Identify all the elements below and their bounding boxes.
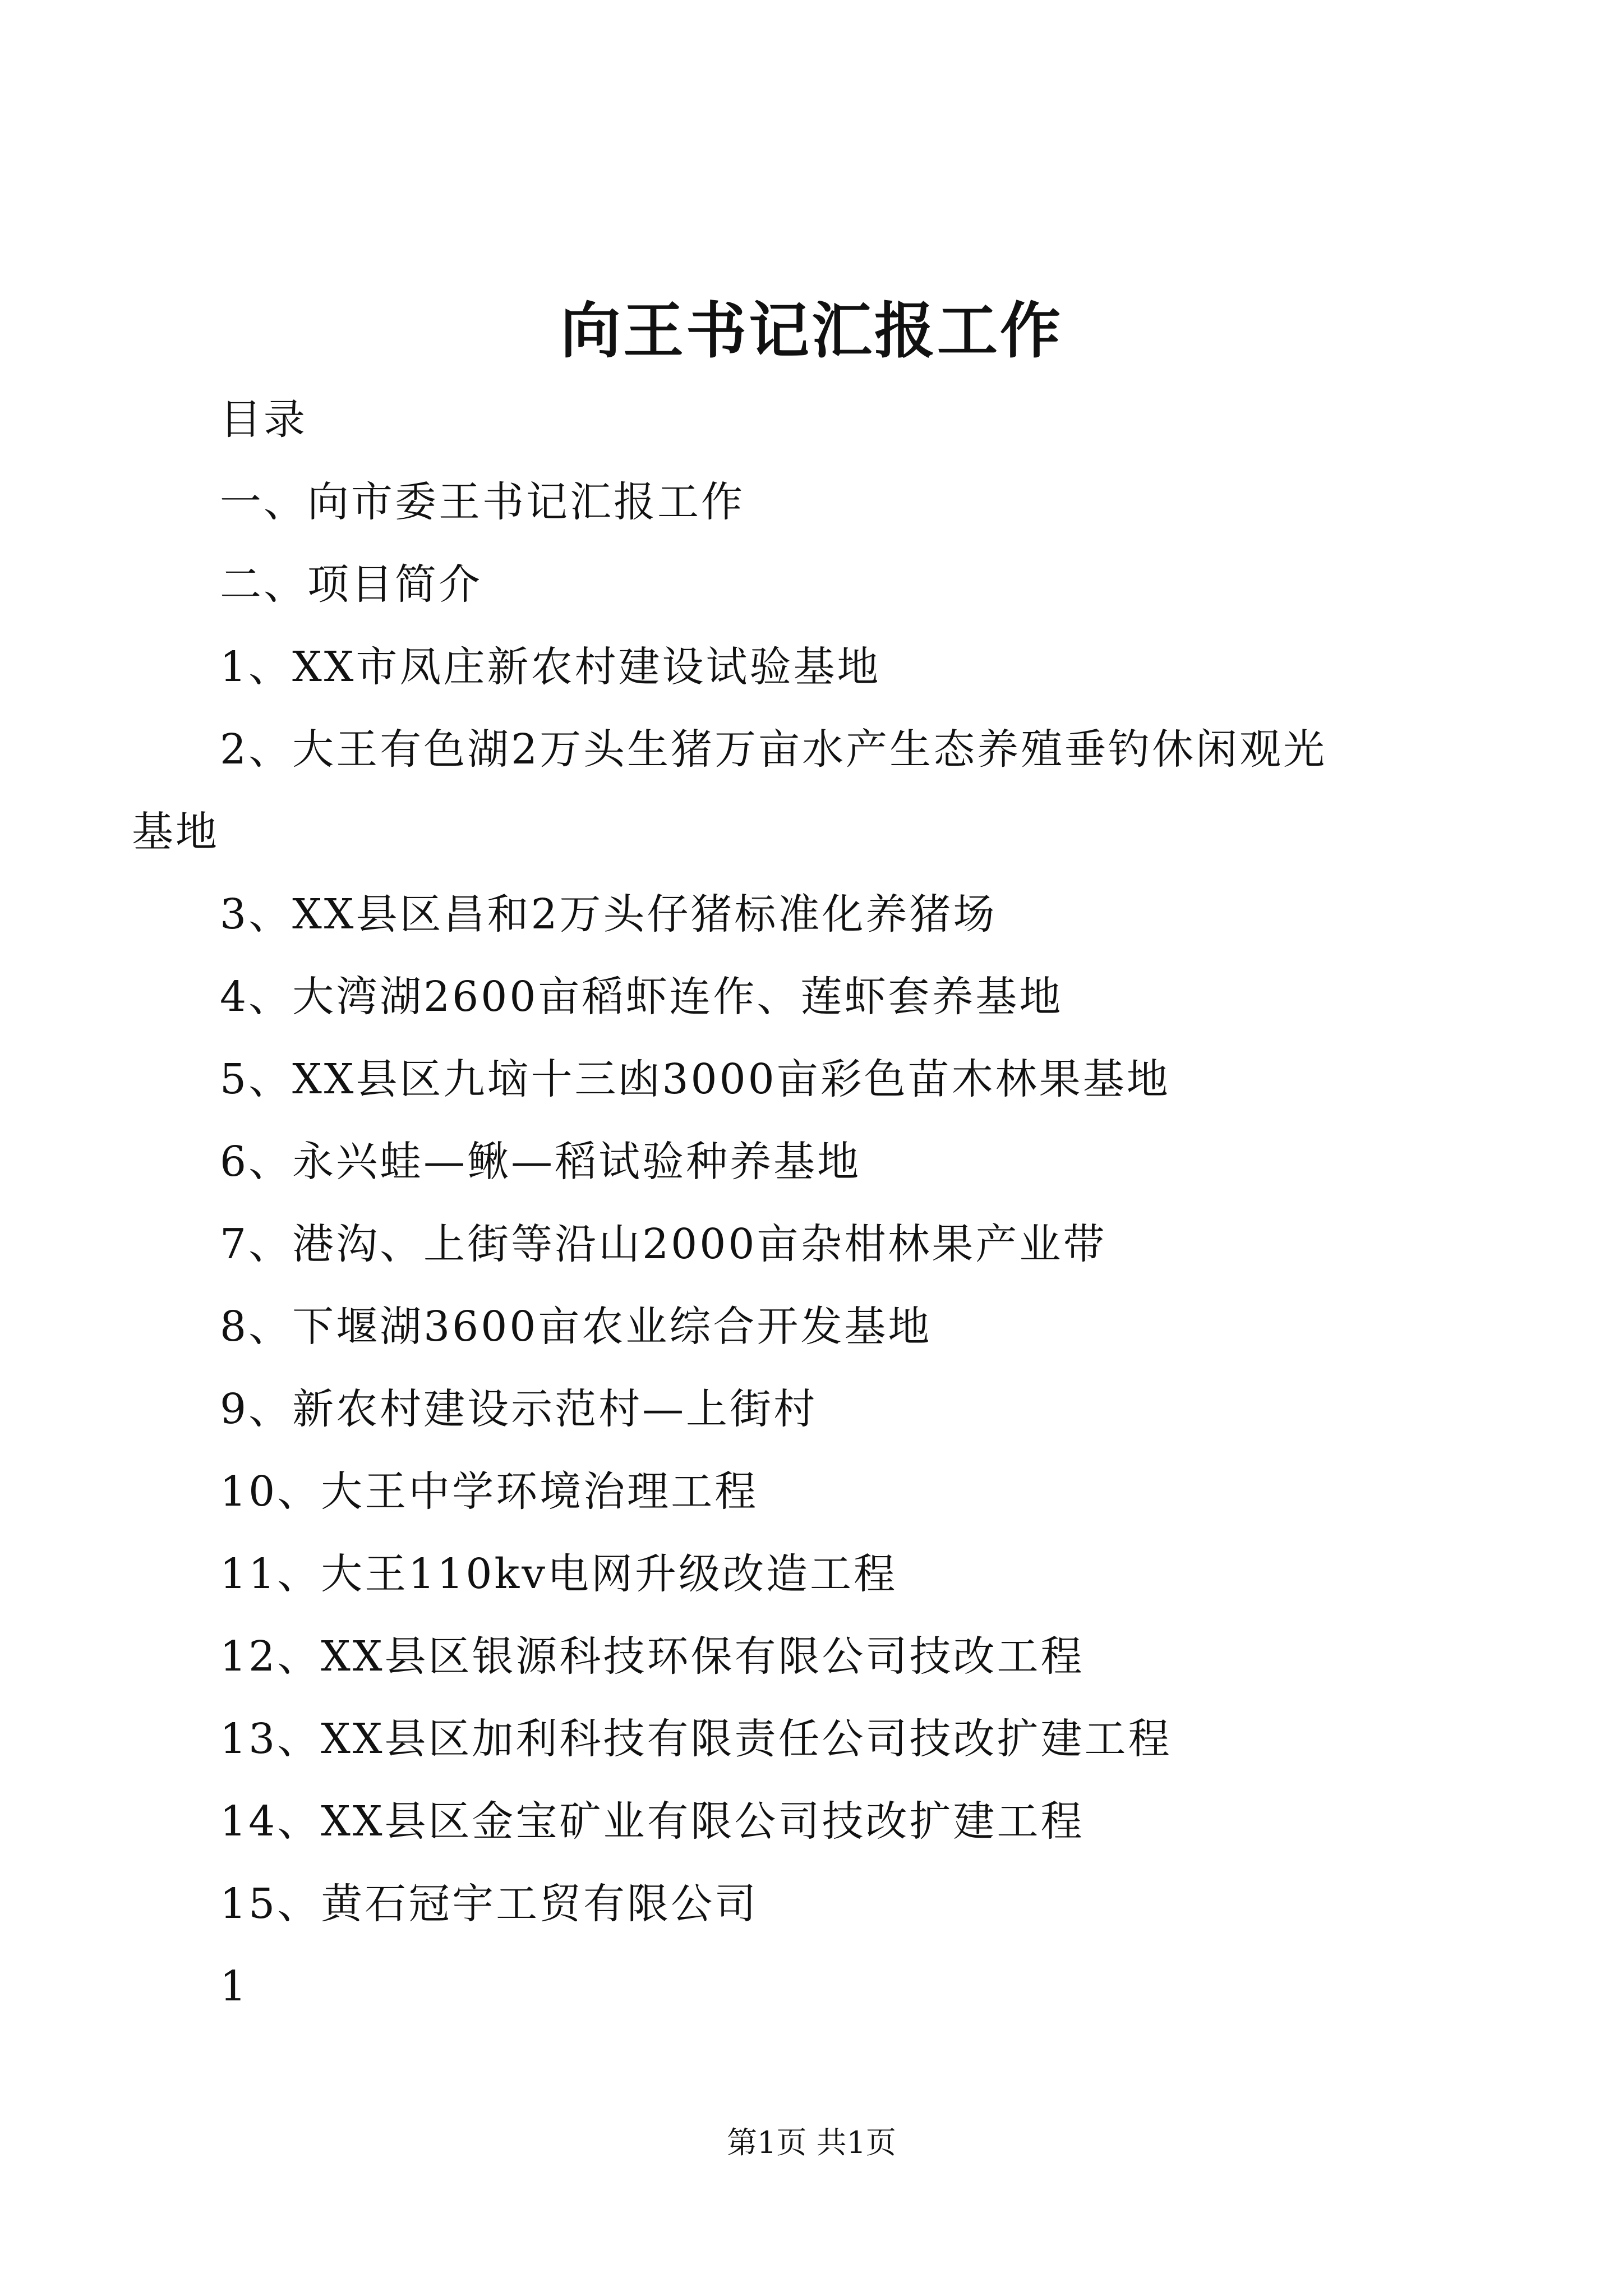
toc-item: 7、港沟、上街等沿山2000亩杂柑林果产业带 <box>220 1220 1107 1268</box>
toc-heading: 目录 <box>220 395 307 444</box>
document-title: 向王书记汇报工作 <box>560 296 1063 366</box>
body-page-number: 1 <box>220 1962 249 2010</box>
toc-item: 4、大湾湖2600亩稻虾连作、莲虾套养基地 <box>220 973 1063 1021</box>
toc-item: 12、XX县区银源科技环保有限公司技改工程 <box>220 1632 1085 1681</box>
toc-item: 15、黄石冠宇工贸有限公司 <box>220 1880 759 1928</box>
toc-item: 2、大王有色湖2万头生猪万亩水产生态养殖垂钓休闲观光 <box>220 725 1327 774</box>
toc-item: 二、项目简介 <box>220 560 482 609</box>
toc-item: 10、大王中学环境治理工程 <box>220 1467 759 1516</box>
toc-item: 3、XX县区昌和2万头仔猪标准化养猪场 <box>220 890 997 938</box>
toc-item: 5、XX县区九垴十三凼3000亩彩色苗木林果基地 <box>220 1055 1170 1103</box>
toc-item: 1、XX市凤庄新农村建设试验基地 <box>220 643 881 691</box>
toc-item: 8、下堰湖3600亩农业综合开发基地 <box>220 1303 932 1351</box>
toc-item: 一、向市委王书记汇报工作 <box>220 478 745 526</box>
toc-item: 14、XX县区金宝矿业有限公司技改扩建工程 <box>220 1797 1085 1846</box>
toc-item: 11、大王110kv电网升级改造工程 <box>220 1550 898 1598</box>
page-footer: 第1页 共1页 <box>727 2125 896 2160</box>
toc-item-continuation: 基地 <box>132 808 219 856</box>
toc-item: 9、新农村建设示范村—上街村 <box>220 1385 818 1433</box>
toc-item: 13、XX县区加利科技有限责任公司技改扩建工程 <box>220 1715 1172 1763</box>
table-of-contents <box>132 379 1476 2028</box>
toc-item: 6、永兴蛙—鳅—稻试验种养基地 <box>220 1138 861 1186</box>
